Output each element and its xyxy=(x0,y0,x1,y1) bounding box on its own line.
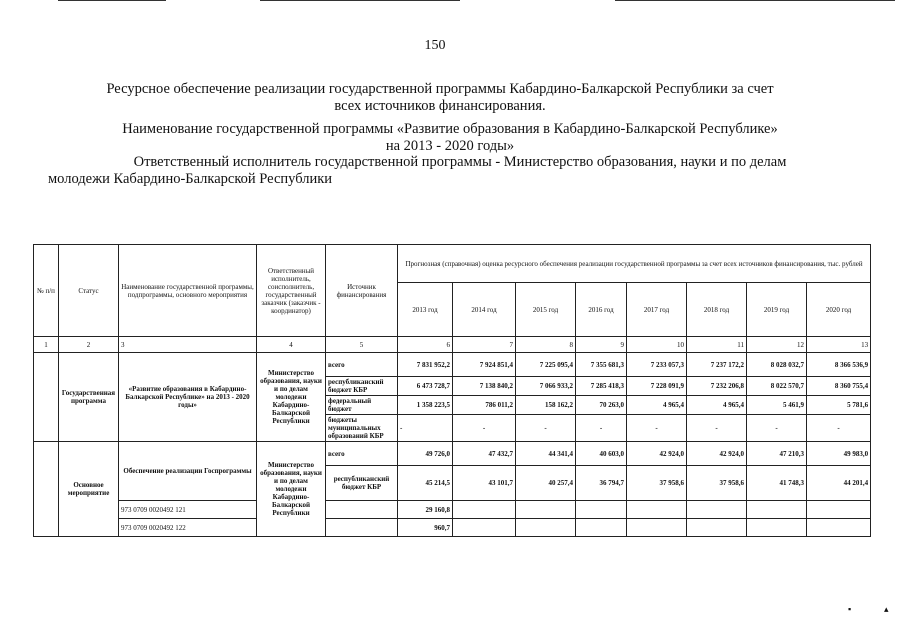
scan-speck-left: ▪ xyxy=(848,604,852,614)
source-cell-empty xyxy=(326,519,398,537)
heading-line-1: Ресурсное обеспечение реализации государственной программы Кабардино-Балкарской Республики за счет xyxy=(106,81,774,97)
value-cell: 960,7 xyxy=(398,519,453,537)
value-cell: 7 924 851,4 xyxy=(453,353,516,377)
year-header: 2019 год xyxy=(747,283,807,337)
value-cell: 43 101,7 xyxy=(453,466,516,501)
value-cell-empty xyxy=(747,519,807,537)
block1-executor: Министерство образования, науки и по делам молодежи Кабардино-Балкарской Республики xyxy=(257,353,326,442)
value-cell: 5 781,6 xyxy=(807,396,871,415)
value-cell: 70 263,0 xyxy=(576,396,627,415)
value-cell-empty xyxy=(627,519,687,537)
value-cell: 7 285 418,3 xyxy=(576,377,627,396)
source-cell: всего xyxy=(326,442,398,466)
value-cell: 158 162,2 xyxy=(516,396,576,415)
year-header: 2017 год xyxy=(627,283,687,337)
value-cell-empty xyxy=(576,519,627,537)
col-number: 6 xyxy=(398,337,453,353)
value-cell: - xyxy=(398,415,453,442)
col-header-source: Источник финансирования xyxy=(326,245,398,337)
block1-name: «Развитие образования в Кабардино-Балкарской Республике» на 2013 - 2020 годы» xyxy=(119,353,257,442)
col-number: 1 xyxy=(34,337,59,353)
value-cell: 1 358 223,5 xyxy=(398,396,453,415)
value-cell-empty xyxy=(576,501,627,519)
scan-top-line-right xyxy=(615,0,895,1)
value-cell: - xyxy=(576,415,627,442)
value-cell: 42 924,0 xyxy=(627,442,687,466)
page-number: 150 xyxy=(424,38,446,53)
value-cell: - xyxy=(516,415,576,442)
value-cell: 8 022 570,7 xyxy=(747,377,807,396)
value-cell: 7 138 840,2 xyxy=(453,377,516,396)
col-header-num: № п/п xyxy=(34,245,59,337)
value-cell: - xyxy=(627,415,687,442)
year-header: 2020 год xyxy=(807,283,871,337)
value-cell: 36 794,7 xyxy=(576,466,627,501)
value-cell: 6 473 728,7 xyxy=(398,377,453,396)
value-cell-empty xyxy=(807,519,871,537)
col-number: 13 xyxy=(807,337,871,353)
row-number-empty xyxy=(34,442,59,537)
col-header-status: Статус xyxy=(59,245,119,337)
col-number: 2 xyxy=(59,337,119,353)
year-header: 2013 год xyxy=(398,283,453,337)
block2-name: Обеспечение реализации Госпрограммы xyxy=(119,442,257,501)
budget-code: 973 0709 0020492 122 xyxy=(119,519,257,537)
value-cell: 40 257,4 xyxy=(516,466,576,501)
col-header-executor: Ответственный исполнитель, соисполнитель, государственный заказчик (заказчик - координатор) xyxy=(257,245,326,337)
value-cell: 8 360 755,4 xyxy=(807,377,871,396)
year-header: 2015 год xyxy=(516,283,576,337)
source-cell: федеральный бюджет xyxy=(326,396,398,415)
value-cell: 49 726,0 xyxy=(398,442,453,466)
value-cell: 7 066 933,2 xyxy=(516,377,576,396)
col-number: 3 xyxy=(119,337,257,353)
value-cell-empty xyxy=(627,501,687,519)
source-cell: республиканский бюджет КБР xyxy=(326,466,398,501)
value-cell: - xyxy=(687,415,747,442)
budget-code: 973 0709 0020492 121 xyxy=(119,501,257,519)
value-cell: 47 432,7 xyxy=(453,442,516,466)
program-name-line-1: Наименование государственной программы «Развитие образования в Кабардино-Балкарской Республике» xyxy=(122,121,778,137)
col-header-name: Наименование государственной программы, подпрограммы, основного мероприятия xyxy=(119,245,257,337)
source-cell-empty xyxy=(326,501,398,519)
executor-line-2: молодежи Кабардино-Балкарской Республики xyxy=(48,171,333,187)
value-cell-empty xyxy=(747,501,807,519)
scan-top-line-left xyxy=(58,0,166,1)
value-cell: 29 160,8 xyxy=(398,501,453,519)
value-cell: 47 210,3 xyxy=(747,442,807,466)
value-cell-empty xyxy=(687,519,747,537)
value-cell: 8 366 536,9 xyxy=(807,353,871,377)
col-number: 10 xyxy=(627,337,687,353)
value-cell: 7 237 172,2 xyxy=(687,353,747,377)
value-cell: 8 028 032,7 xyxy=(747,353,807,377)
col-number: 9 xyxy=(576,337,627,353)
value-cell: 7 233 057,3 xyxy=(627,353,687,377)
value-cell-empty xyxy=(453,519,516,537)
value-cell: 7 232 206,8 xyxy=(687,377,747,396)
value-cell-empty xyxy=(687,501,747,519)
scan-top-line-center xyxy=(260,0,460,1)
heading-line-2: всех источников финансирования. xyxy=(334,98,546,114)
value-cell-empty xyxy=(807,501,871,519)
year-header: 2018 год xyxy=(687,283,747,337)
year-header: 2014 год xyxy=(453,283,516,337)
value-cell-empty xyxy=(516,519,576,537)
executor-line-1: Ответственный исполнитель государственной программы - Министерство образования, науки и по делам xyxy=(133,154,787,170)
col-number: 12 xyxy=(747,337,807,353)
col-header-forecast: Прогнозная (справочная) оценка ресурсного обеспечения реализации государственной программы за счет всех источников финансирования, тыс. рублей xyxy=(398,245,871,283)
col-number: 4 xyxy=(257,337,326,353)
year-header: 2016 год xyxy=(576,283,627,337)
source-cell: бюджеты муниципальных образований КБР xyxy=(326,415,398,442)
value-cell: 41 748,3 xyxy=(747,466,807,501)
col-number: 8 xyxy=(516,337,576,353)
value-cell: 7 228 091,9 xyxy=(627,377,687,396)
value-cell: - xyxy=(453,415,516,442)
value-cell: 42 924,0 xyxy=(687,442,747,466)
value-cell: 44 201,4 xyxy=(807,466,871,501)
source-cell: всего xyxy=(326,353,398,377)
block2-executor: Министерство образования, науки и по делам молодежи Кабардино-Балкарской Республики xyxy=(257,442,326,537)
value-cell: 45 214,5 xyxy=(398,466,453,501)
value-cell: 5 461,9 xyxy=(747,396,807,415)
value-cell: 4 965,4 xyxy=(687,396,747,415)
value-cell: 7 355 681,3 xyxy=(576,353,627,377)
row-number-empty xyxy=(34,353,59,442)
value-cell: 40 603,0 xyxy=(576,442,627,466)
value-cell-empty xyxy=(516,501,576,519)
scan-speck-right: ▴ xyxy=(884,604,889,614)
value-cell-empty xyxy=(453,501,516,519)
value-cell: 786 011,2 xyxy=(453,396,516,415)
value-cell: 4 965,4 xyxy=(627,396,687,415)
value-cell: 37 958,6 xyxy=(687,466,747,501)
value-cell: 7 831 952,2 xyxy=(398,353,453,377)
col-number: 11 xyxy=(687,337,747,353)
value-cell: - xyxy=(807,415,871,442)
value-cell: 49 983,0 xyxy=(807,442,871,466)
source-cell: республиканский бюджет КБР xyxy=(326,377,398,396)
block1-status: Государственная программа xyxy=(59,353,119,442)
col-number: 5 xyxy=(326,337,398,353)
resource-table xyxy=(33,244,871,537)
col-number: 7 xyxy=(453,337,516,353)
value-cell: 44 341,4 xyxy=(516,442,576,466)
block2-status: Основное мероприятие xyxy=(59,442,119,537)
value-cell: 37 958,6 xyxy=(627,466,687,501)
value-cell: - xyxy=(747,415,807,442)
program-name-line-2: на 2013 - 2020 годы» xyxy=(385,138,515,154)
value-cell: 7 225 095,4 xyxy=(516,353,576,377)
